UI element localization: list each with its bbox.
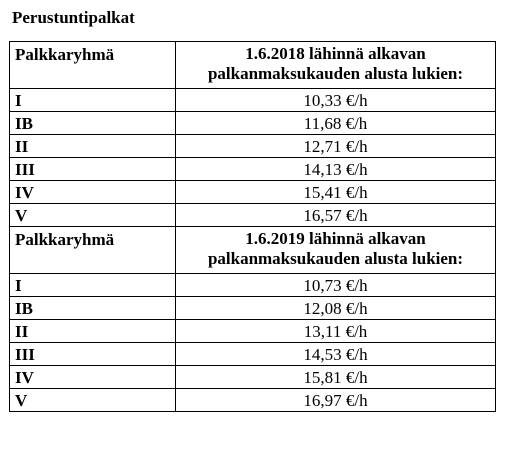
pay-group-cell: II [10, 320, 176, 343]
table-row [10, 89, 496, 112]
table-row [10, 320, 496, 343]
header-line-2: palkanmaksukauden alusta lukien: [207, 249, 464, 268]
pay-group-cell: II [10, 135, 176, 158]
wage-table [9, 41, 496, 412]
wage-cell: 10,73 €/h [176, 274, 496, 297]
pay-group-cell: I [10, 274, 176, 297]
table-row [10, 274, 496, 297]
wage-cell: 12,08 €/h [176, 297, 496, 320]
table-header-row [10, 42, 496, 89]
wage-cell: 14,53 €/h [176, 343, 496, 366]
wage-cell: 16,97 €/h [176, 389, 496, 412]
header-line-2: palkanmaksukauden alusta lukien: [207, 64, 464, 83]
header-effective-date [176, 42, 496, 89]
header-pay-group: Palkkaryhmä [10, 227, 176, 274]
table-row [10, 389, 496, 412]
table-row [10, 181, 496, 204]
table-header-row [10, 227, 496, 274]
table-row [10, 158, 496, 181]
header-pay-group: Palkkaryhmä [10, 42, 176, 89]
pay-group-cell: V [10, 204, 176, 227]
wage-cell: 11,68 €/h [176, 112, 496, 135]
pay-group-cell: IV [10, 366, 176, 389]
pay-group-cell: V [10, 389, 176, 412]
header-effective-date [176, 227, 496, 274]
wage-cell: 12,71 €/h [176, 135, 496, 158]
pay-group-cell: III [10, 343, 176, 366]
table-row [10, 297, 496, 320]
header-line-1: 1.6.2018 lähinnä alkavan [245, 44, 426, 63]
wage-cell: 14,13 €/h [176, 158, 496, 181]
wage-cell: 15,81 €/h [176, 366, 496, 389]
document-title: Perustuntipalkat [12, 8, 135, 27]
table-row [10, 112, 496, 135]
pay-group-cell: IV [10, 181, 176, 204]
pay-group-cell: IB [10, 297, 176, 320]
pay-group-cell: III [10, 158, 176, 181]
table-row [10, 366, 496, 389]
table-row [10, 204, 496, 227]
header-line-1: 1.6.2019 lähinnä alkavan [245, 229, 426, 248]
pay-group-cell: IB [10, 112, 176, 135]
table-row [10, 343, 496, 366]
pay-group-cell: I [10, 89, 176, 112]
wage-cell: 13,11 €/h [176, 320, 496, 343]
wage-cell: 10,33 €/h [176, 89, 496, 112]
wage-cell: 15,41 €/h [176, 181, 496, 204]
table-row [10, 135, 496, 158]
wage-cell: 16,57 €/h [176, 204, 496, 227]
